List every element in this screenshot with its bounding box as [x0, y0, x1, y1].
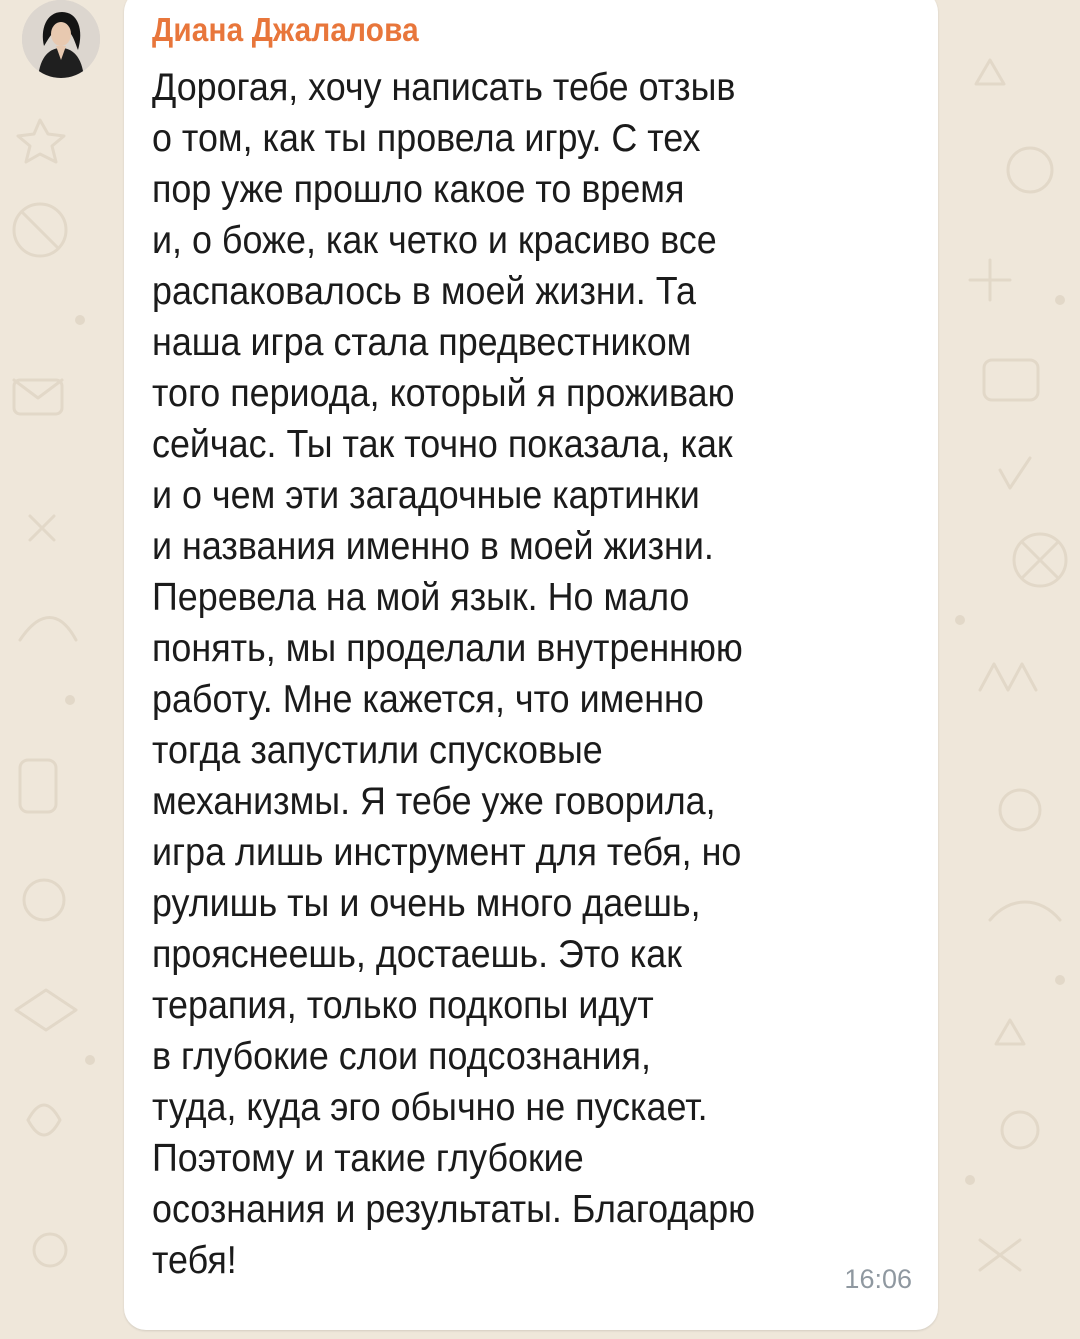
- sender-avatar[interactable]: [22, 0, 100, 78]
- sender-name[interactable]: Диана Джалалова: [152, 11, 419, 48]
- message-time: 16:06: [844, 1264, 912, 1294]
- avatar-photo-icon: [22, 0, 100, 78]
- message-bubble[interactable]: [124, 0, 938, 1330]
- message-text: Дорогая, хочу написать тебе отзыв о том, как ты провела игру. С тех пор уже прошло какое то время и, о боже, как четко и красиво все распаковалось в моей жизни. Та наша игра стала предвестником того периода, который я проживаю сейчас. Ты так точно показала, как и о чем эти загадочные картинки и названия именно в моей жизни. Перевела на мой язык. Но мало понять, мы проделали внутреннюю работу. Мне кажется, что именно тогда запустили спусковые механизмы. Я тебе уже говорила, игра лишь инструмент для тебя, но рулишь ты и очень много даешь, прояснеешь, достаешь. Это как терапия, только подкопы идут в глубокие слои подсознания, туда, куда эго обычно не пускает. Поэтому и такие глубокие осознания и результаты. Благодарю тебя!: [152, 66, 756, 1282]
